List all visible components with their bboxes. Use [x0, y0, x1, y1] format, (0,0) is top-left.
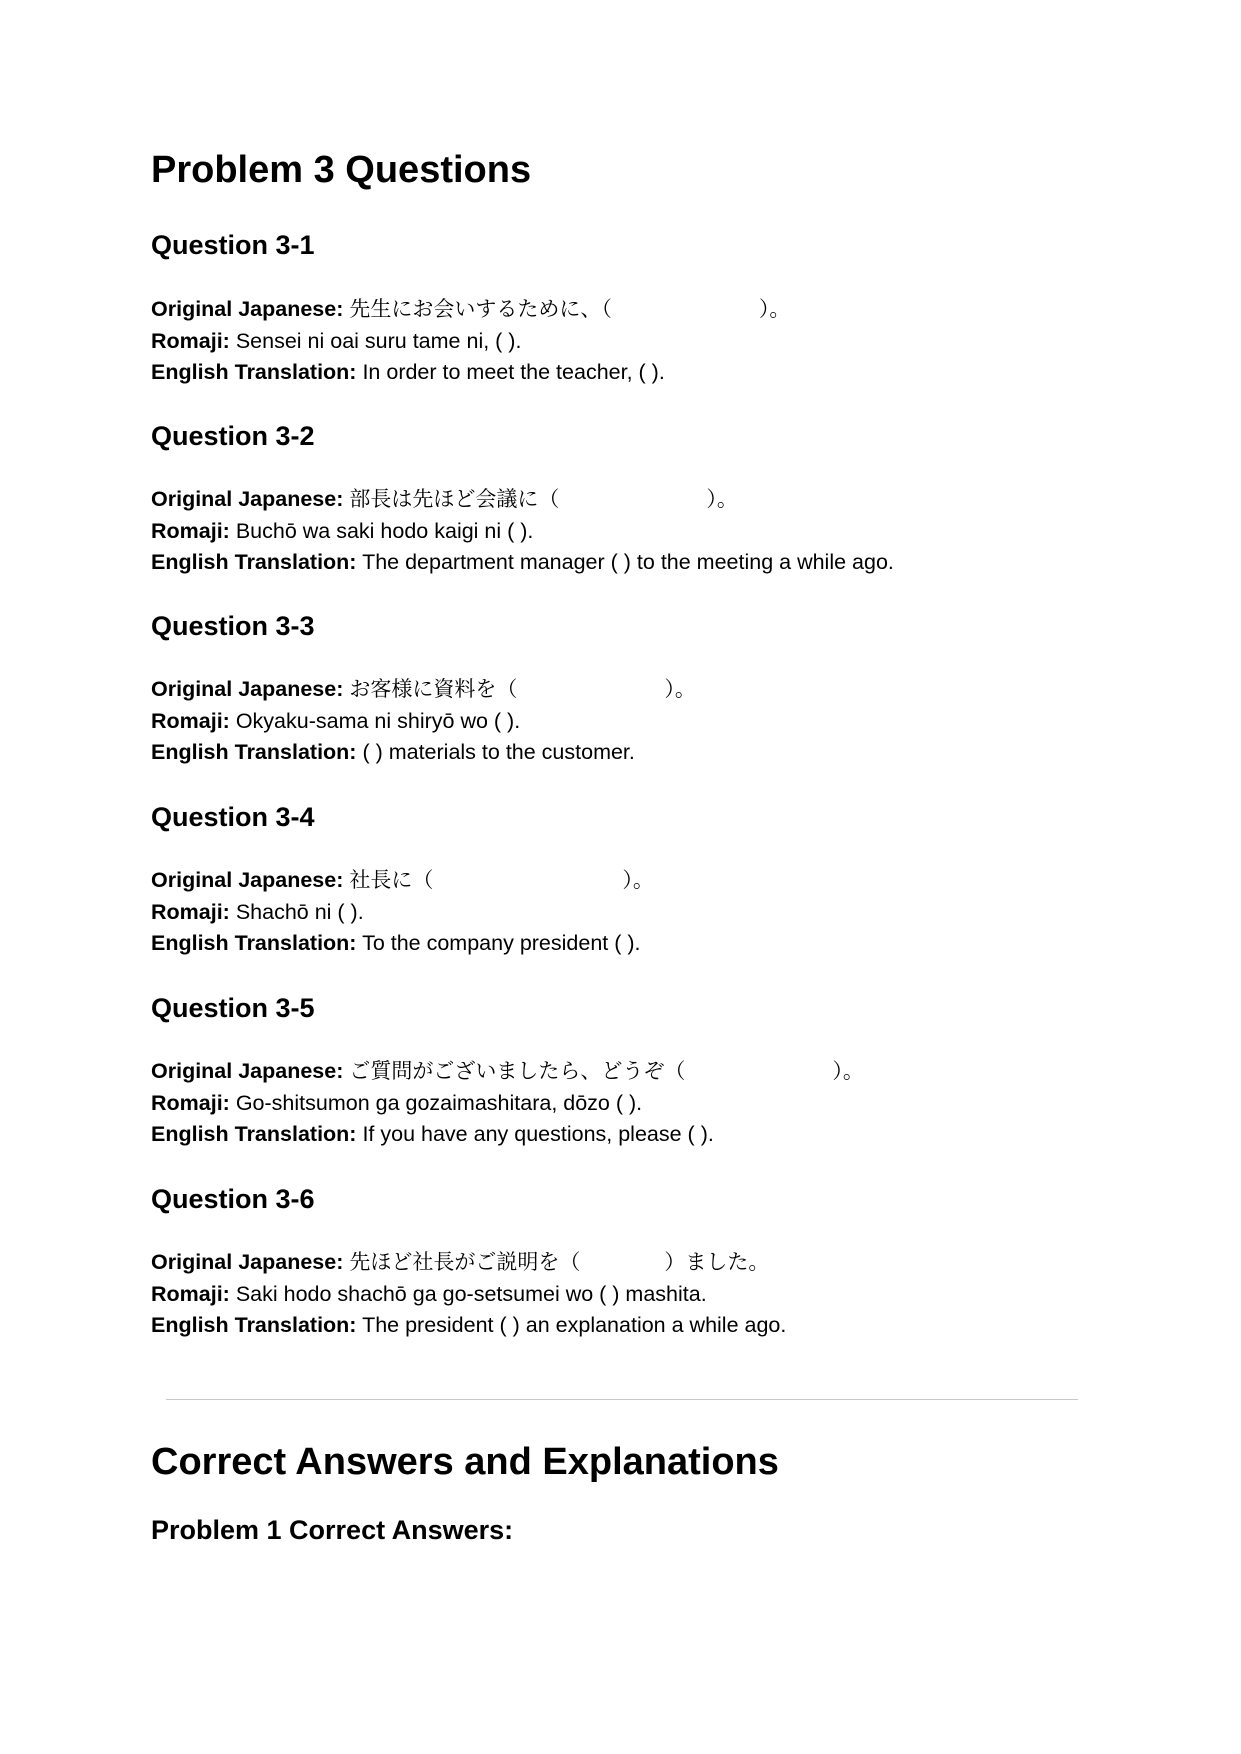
- romaji-text: Okyaku-sama ni shiryō wo ( ).: [235, 708, 521, 733]
- english-line: [151, 357, 1091, 389]
- section-title-problem-3: Problem 3 Questions: [151, 149, 532, 191]
- romaji-label: Romaji:: [151, 1281, 230, 1306]
- english-label: English Translation:: [151, 1313, 357, 1337]
- japanese-line: [151, 484, 1091, 516]
- romaji-line: [151, 1279, 1091, 1311]
- english-text: The department manager ( ) to the meeting a while ago.: [362, 550, 894, 574]
- question-block: [151, 865, 1091, 960]
- english-text: If you have any questions, please ( ).: [362, 1122, 714, 1146]
- romaji-line: [151, 897, 1091, 929]
- answers-subheading: Problem 1 Correct Answers:: [151, 1515, 514, 1545]
- japanese-text: 先ほど社長がご説明を（ ）ました。: [349, 1250, 770, 1274]
- japanese-text: 社長に（ ）。: [349, 868, 654, 892]
- japanese-text: ご質問がございましたら、どうぞ（ ）。: [349, 1059, 864, 1083]
- romaji-line: [151, 1088, 1091, 1120]
- japanese-line: [151, 1056, 1091, 1088]
- japanese-line: [151, 294, 1091, 326]
- romaji-text: Sensei ni oai suru tame ni, ( ).: [235, 328, 522, 353]
- romaji-text: Go-shitsumon ga gozaimashitara, dōzo ( ).: [235, 1090, 643, 1115]
- question-block: [151, 1056, 1091, 1151]
- english-label: English Translation:: [151, 931, 357, 955]
- japanese-label: Original Japanese:: [151, 868, 344, 892]
- english-label: English Translation:: [151, 550, 357, 574]
- japanese-label: Original Japanese:: [151, 487, 344, 511]
- romaji-line: [151, 326, 1091, 358]
- question-block: [151, 674, 1091, 769]
- question-block: [151, 294, 1091, 389]
- english-label: English Translation:: [151, 1122, 357, 1146]
- section-title-answers: Correct Answers and Explanations: [151, 1441, 779, 1483]
- english-line: [151, 1119, 1091, 1151]
- romaji-text: Buchō wa saki hodo kaigi ni ( ).: [235, 518, 534, 543]
- romaji-line: [151, 516, 1091, 548]
- romaji-label: Romaji:: [151, 518, 230, 543]
- english-line: [151, 928, 1091, 960]
- romaji-label: Romaji:: [151, 899, 230, 924]
- romaji-label: Romaji:: [151, 1090, 230, 1115]
- romaji-line: [151, 706, 1091, 738]
- romaji-text: Shachō ni ( ).: [235, 899, 364, 924]
- english-line: [151, 737, 1091, 769]
- question-heading: Question 3-6: [151, 1184, 315, 1214]
- english-line: [151, 1310, 1091, 1342]
- english-label: English Translation:: [151, 360, 357, 384]
- question-heading: Question 3-1: [151, 230, 315, 260]
- japanese-line: [151, 1247, 1091, 1279]
- romaji-label: Romaji:: [151, 708, 230, 733]
- japanese-label: Original Japanese:: [151, 297, 344, 321]
- romaji-text: Saki hodo shachō ga go-setsumei wo ( ) mashita.: [235, 1281, 707, 1306]
- section-divider: [166, 1399, 1078, 1400]
- japanese-label: Original Japanese:: [151, 677, 344, 701]
- english-label: English Translation:: [151, 740, 357, 764]
- question-heading: Question 3-4: [151, 802, 315, 832]
- japanese-line: [151, 865, 1091, 897]
- japanese-text: お客様に資料を（ ）。: [349, 677, 696, 701]
- english-text: To the company president ( ).: [362, 931, 641, 955]
- english-line: [151, 547, 1091, 579]
- question-heading: Question 3-2: [151, 421, 315, 451]
- japanese-text: 先生にお会いするために、（ ）。: [349, 297, 791, 321]
- question-heading: Question 3-3: [151, 611, 315, 641]
- romaji-label: Romaji:: [151, 328, 230, 353]
- question-block: [151, 484, 1091, 579]
- japanese-label: Original Japanese:: [151, 1059, 344, 1083]
- english-text: In order to meet the teacher, ( ).: [362, 360, 665, 384]
- japanese-label: Original Japanese:: [151, 1250, 344, 1274]
- question-block: [151, 1247, 1091, 1342]
- english-text: The president ( ) an explanation a while ago.: [362, 1313, 787, 1337]
- english-text: ( ) materials to the customer.: [362, 740, 635, 764]
- question-heading: Question 3-5: [151, 993, 315, 1023]
- japanese-line: [151, 674, 1091, 706]
- japanese-text: 部長は先ほど会議に（ ）。: [349, 487, 738, 511]
